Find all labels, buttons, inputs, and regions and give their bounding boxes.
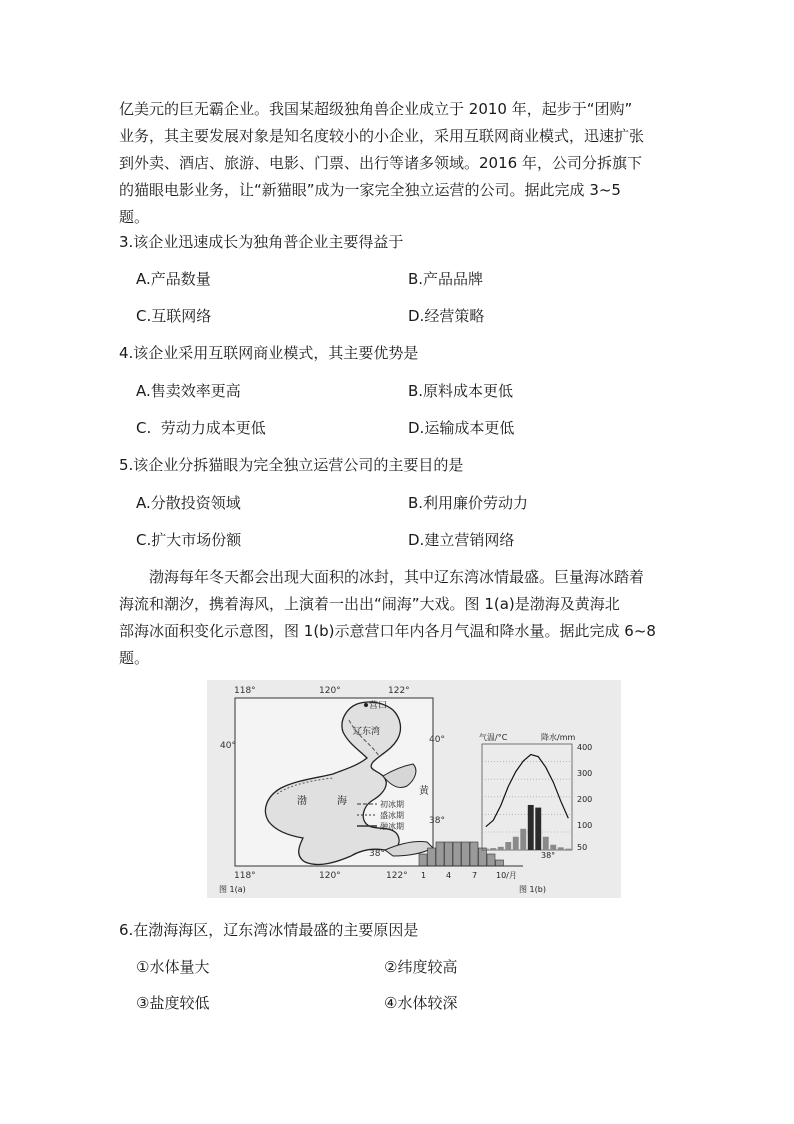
precipitation-bar	[498, 847, 504, 850]
question-5-option-a: A.分散投资领域	[136, 494, 241, 512]
legend-peak-ice: 盛冰期	[380, 811, 404, 820]
precipitation-bar	[483, 849, 489, 850]
place-huang: 黄	[419, 786, 429, 797]
intro2-line: 部海冰面积变化示意图，图 1(b)示意营口年内各月气温和降水量。据此完成 6~8	[119, 622, 656, 640]
ice-area-bar	[445, 842, 453, 866]
lat-label: 40°	[220, 741, 236, 751]
ice-area-bar	[436, 842, 444, 866]
question-3-option-c: C.互联网络	[136, 307, 212, 325]
place-yingkou: 营口	[369, 701, 388, 711]
precip-axis-label: 降水/mm	[541, 733, 576, 742]
question-5-option-b: B.利用廉价劳动力	[408, 494, 529, 512]
precip-tick: 300	[577, 769, 593, 778]
question-4-option-d: D.运输成本更低	[408, 419, 515, 437]
question-6-option-4: ④水体较深	[384, 994, 458, 1012]
figure-1a-caption: 图 1(a)	[219, 885, 246, 894]
precipitation-bar	[543, 837, 549, 850]
ice-area-bar	[470, 842, 478, 866]
intro-paragraph	[119, 96, 679, 231]
question-5-stem: 5.该企业分拆猫眼为完全独立运营公司的主要目的是	[119, 456, 464, 474]
ice-area-bar	[419, 854, 427, 866]
intro-line: 的猫眼电影业务，让“新猫眼”成为一家完全独立运营的公司。据此完成 3~5	[119, 181, 621, 199]
lon-label: 122°	[388, 686, 410, 696]
lat-label: 38°	[429, 816, 445, 826]
precipitation-bar	[528, 805, 534, 850]
lat-label: 40°	[429, 735, 445, 745]
temp-axis-label: 气温/°C	[479, 733, 508, 742]
question-5-option-c: C.扩大市场份额	[136, 531, 242, 549]
ice-x-tick: 7	[472, 871, 478, 880]
figure-1b-caption: 图 1(b)	[519, 885, 546, 894]
lat-label: 38°	[369, 849, 385, 859]
precipitation-bar	[505, 842, 511, 850]
intro-line: 到外卖、酒店、旅游、电影、门票、出行等诸多领域。2016 年，公司分拆旗下	[119, 154, 642, 172]
precip-tick: 50	[577, 843, 588, 852]
question-4-option-a: A.售卖效率更高	[136, 382, 241, 400]
intro2-line: 渤海每年冬天都会出现大面积的冰封，其中辽东湾冰情最盛。巨量海冰踏着	[149, 568, 645, 586]
lon-label: 122°	[386, 871, 408, 881]
ice-area-bar	[496, 860, 504, 866]
question-3-option-b: B.产品品牌	[408, 270, 484, 288]
question-3-option-a: A.产品数量	[136, 270, 211, 288]
intro-line: 业务，其主要发展对象是知名度较小的小企业，采用互联网商业模式，迅速扩张	[119, 127, 645, 145]
question-6-option-1: ①水体量大	[136, 958, 210, 976]
ice-area-bar	[487, 854, 495, 866]
lon-label: 118°	[234, 871, 256, 881]
ice-area-bar	[462, 842, 470, 866]
precipitation-bar	[535, 808, 541, 850]
precipitation-bar	[513, 837, 519, 850]
intro2-paragraph	[119, 564, 679, 672]
precipitation-bar	[520, 829, 526, 850]
question-4-stem: 4.该企业采用互联网商业模式，其主要优势是	[119, 344, 419, 362]
precipitation-bar	[550, 845, 556, 850]
question-6-option-3: ③盐度较低	[136, 994, 210, 1012]
place-bo: 渤	[297, 796, 307, 807]
ice-x-tick: 1	[421, 871, 427, 880]
intro-line: 题。	[119, 208, 150, 226]
place-liaodongwan: 辽东湾	[353, 727, 381, 737]
precipitation-bar	[558, 847, 564, 850]
question-3-option-d: D.经营策略	[408, 307, 485, 325]
legend-melt-ice: 融冰期	[380, 822, 404, 831]
precip-tick: 200	[577, 795, 593, 804]
precip-tick: 100	[577, 821, 593, 830]
precipitation-bar	[490, 848, 496, 850]
question-4-option-b: B.原料成本更低	[408, 382, 514, 400]
intro2-line: 海流和潮汐，携着海风，上演着一出出“闹海”大戏。图 1(a)是渤海及黄海北	[119, 595, 620, 613]
question-6-option-2: ②纬度较高	[384, 958, 458, 976]
question-4-option-c: C. 劳动力成本更低	[136, 419, 266, 437]
place-hai: 海	[337, 796, 347, 807]
yingkou-marker	[364, 703, 368, 707]
lon-label: 120°	[319, 871, 341, 881]
figure-1-svg	[207, 680, 621, 898]
ice-area-bar	[479, 848, 487, 866]
ice-area-bar	[453, 842, 461, 866]
precipitation-bar	[565, 849, 571, 850]
intro-line: 亿美元的巨无霸企业。我国某超级独角兽企业成立于 2010 年，起步于“团购”	[119, 100, 633, 118]
climate-precip-bars	[483, 805, 571, 850]
lon-label: 118°	[234, 686, 256, 696]
temperature-line	[486, 755, 569, 827]
ice-x-tick: 10/月	[496, 871, 517, 880]
figure-1	[207, 680, 621, 898]
question-6-stem: 6.在渤海海区，辽东湾冰情最盛的主要原因是	[119, 921, 419, 939]
precip-tick: 400	[577, 743, 593, 752]
ice-area-bar	[428, 848, 436, 866]
climate-left-tick: 38°	[541, 851, 556, 860]
question-3-stem: 3.该企业迅速成长为独角普企业主要得益于	[119, 233, 404, 251]
ice-x-tick: 4	[446, 871, 452, 880]
question-5-option-d: D.建立营销网络	[408, 531, 515, 549]
intro2-line: 题。	[119, 649, 150, 667]
legend-initial-ice: 初冰期	[380, 800, 404, 809]
lon-label: 120°	[319, 686, 341, 696]
